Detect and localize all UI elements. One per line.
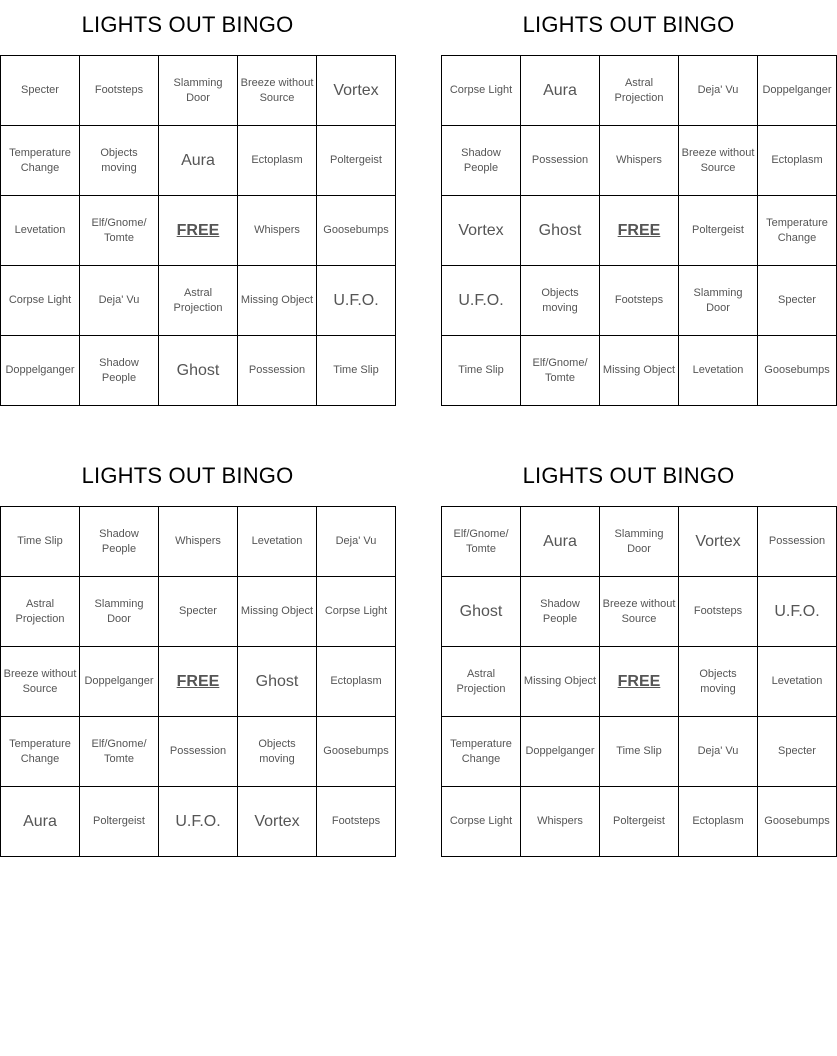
bingo-row bbox=[1, 196, 396, 266]
bingo-cell: Ghost bbox=[238, 647, 317, 717]
bingo-cell: Elf/Gnome/ Tomte bbox=[80, 717, 159, 787]
free-space-cell: FREE bbox=[159, 647, 238, 717]
bingo-cell: Specter bbox=[1, 56, 80, 126]
bingo-cell: Aura bbox=[1, 787, 80, 857]
bingo-cell: Corpse Light bbox=[442, 787, 521, 857]
bingo-cell: Breeze without Source bbox=[600, 577, 679, 647]
bingo-cell: Ghost bbox=[521, 196, 600, 266]
bingo-cell: Ectoplasm bbox=[238, 126, 317, 196]
bingo-row bbox=[1, 787, 396, 857]
bingo-cell: Elf/Gnome/ Tomte bbox=[521, 336, 600, 406]
bingo-row bbox=[442, 266, 837, 336]
bingo-cell: Possession bbox=[521, 126, 600, 196]
bingo-cell: Deja' Vu bbox=[80, 266, 159, 336]
bingo-cell: Doppelganger bbox=[758, 56, 837, 126]
bingo-cell: Poltergeist bbox=[600, 787, 679, 857]
bingo-cell: Breeze without Source bbox=[238, 56, 317, 126]
bingo-cell: Slamming Door bbox=[679, 266, 758, 336]
bingo-cell: Astral Projection bbox=[600, 56, 679, 126]
bingo-cell: Time Slip bbox=[317, 336, 396, 406]
bingo-cell: Temperature Change bbox=[758, 196, 837, 266]
bingo-grid bbox=[441, 55, 837, 406]
card-title: LIGHTS OUT BINGO bbox=[81, 12, 294, 37]
bingo-cell: Specter bbox=[758, 717, 837, 787]
bingo-cell: U.F.O. bbox=[758, 577, 837, 647]
bingo-cell: Ghost bbox=[159, 336, 238, 406]
bingo-cell: Corpse Light bbox=[442, 56, 521, 126]
bingo-cell: Footsteps bbox=[679, 577, 758, 647]
bingo-cell: U.F.O. bbox=[317, 266, 396, 336]
bingo-cell: Elf/Gnome/ Tomte bbox=[442, 507, 521, 577]
bingo-cell: Vortex bbox=[679, 507, 758, 577]
bingo-cell: Ghost bbox=[442, 577, 521, 647]
bingo-cell: Vortex bbox=[238, 787, 317, 857]
bingo-cell: Specter bbox=[758, 266, 837, 336]
bingo-cell: Footsteps bbox=[317, 787, 396, 857]
bingo-cell: Deja' Vu bbox=[679, 56, 758, 126]
bingo-row bbox=[442, 126, 837, 196]
bingo-cell: Poltergeist bbox=[80, 787, 159, 857]
bingo-cell: Goosebumps bbox=[758, 787, 837, 857]
bingo-cell: Missing Object bbox=[521, 647, 600, 717]
bingo-cell: Doppelganger bbox=[1, 336, 80, 406]
bingo-cell: Doppelganger bbox=[80, 647, 159, 717]
bingo-cell: Objects moving bbox=[679, 647, 758, 717]
bingo-cell: Vortex bbox=[442, 196, 521, 266]
bingo-cell: Missing Object bbox=[600, 336, 679, 406]
bingo-cell: Objects moving bbox=[80, 126, 159, 196]
bingo-cell: Breeze without Source bbox=[1, 647, 80, 717]
bingo-cell: Whispers bbox=[521, 787, 600, 857]
bingo-grid bbox=[441, 506, 837, 857]
bingo-row bbox=[1, 266, 396, 336]
bingo-cell: Whispers bbox=[159, 507, 238, 577]
bingo-cell: Time Slip bbox=[1, 507, 80, 577]
bingo-cell: Levetation bbox=[758, 647, 837, 717]
card-title: LIGHTS OUT BINGO bbox=[522, 12, 735, 37]
bingo-cell: Goosebumps bbox=[758, 336, 837, 406]
bingo-cell: Levetation bbox=[679, 336, 758, 406]
bingo-cell: Objects moving bbox=[521, 266, 600, 336]
bingo-cell: Time Slip bbox=[442, 336, 521, 406]
bingo-cell: Levetation bbox=[238, 507, 317, 577]
bingo-row bbox=[442, 507, 837, 577]
bingo-row bbox=[1, 507, 396, 577]
bingo-row bbox=[442, 196, 837, 266]
bingo-row bbox=[1, 56, 396, 126]
bingo-cell: Deja' Vu bbox=[679, 717, 758, 787]
bingo-cell: Slamming Door bbox=[159, 56, 238, 126]
bingo-cell: Aura bbox=[521, 507, 600, 577]
bingo-row bbox=[1, 126, 396, 196]
bingo-cell: Doppelganger bbox=[521, 717, 600, 787]
free-space-cell: FREE bbox=[600, 647, 679, 717]
bingo-row bbox=[442, 647, 837, 717]
bingo-row bbox=[442, 577, 837, 647]
bingo-cell: Temperature Change bbox=[1, 126, 80, 196]
bingo-grid bbox=[0, 55, 396, 406]
bingo-cell: Aura bbox=[521, 56, 600, 126]
bingo-row bbox=[442, 717, 837, 787]
card-title: LIGHTS OUT BINGO bbox=[81, 463, 294, 488]
bingo-cell: Whispers bbox=[600, 126, 679, 196]
bingo-cell: Possession bbox=[758, 507, 837, 577]
bingo-cell: Astral Projection bbox=[159, 266, 238, 336]
bingo-cell: Specter bbox=[159, 577, 238, 647]
bingo-cell: Possession bbox=[159, 717, 238, 787]
bingo-cell: Deja' Vu bbox=[317, 507, 396, 577]
bingo-cell: Astral Projection bbox=[442, 647, 521, 717]
bingo-cell: Elf/Gnome/ Tomte bbox=[80, 196, 159, 266]
bingo-cell: Slamming Door bbox=[600, 507, 679, 577]
bingo-cell: U.F.O. bbox=[442, 266, 521, 336]
bingo-cell: Shadow People bbox=[80, 336, 159, 406]
bingo-cell: Astral Projection bbox=[1, 577, 80, 647]
bingo-row bbox=[1, 647, 396, 717]
bingo-cell: Temperature Change bbox=[1, 717, 80, 787]
bingo-cell: Shadow People bbox=[442, 126, 521, 196]
bingo-cell: Missing Object bbox=[238, 577, 317, 647]
bingo-cell: Footsteps bbox=[600, 266, 679, 336]
bingo-cell: Levetation bbox=[1, 196, 80, 266]
bingo-cell: Slamming Door bbox=[80, 577, 159, 647]
bingo-row bbox=[1, 336, 396, 406]
bingo-row bbox=[1, 717, 396, 787]
bingo-cell: Breeze without Source bbox=[679, 126, 758, 196]
bingo-cell: Ectoplasm bbox=[758, 126, 837, 196]
bingo-cell: Goosebumps bbox=[317, 196, 396, 266]
bingo-cell: Poltergeist bbox=[317, 126, 396, 196]
bingo-cell: Corpse Light bbox=[317, 577, 396, 647]
bingo-row bbox=[1, 577, 396, 647]
free-space-cell: FREE bbox=[600, 196, 679, 266]
bingo-row bbox=[442, 787, 837, 857]
bingo-cell: Missing Object bbox=[238, 266, 317, 336]
bingo-row bbox=[442, 336, 837, 406]
bingo-cell: Shadow People bbox=[521, 577, 600, 647]
bingo-cell: U.F.O. bbox=[159, 787, 238, 857]
free-space-cell: FREE bbox=[159, 196, 238, 266]
bingo-row bbox=[442, 56, 837, 126]
bingo-cell: Whispers bbox=[238, 196, 317, 266]
bingo-cell: Poltergeist bbox=[679, 196, 758, 266]
card-title: LIGHTS OUT BINGO bbox=[522, 463, 735, 488]
bingo-cell: Time Slip bbox=[600, 717, 679, 787]
bingo-cell: Footsteps bbox=[80, 56, 159, 126]
bingo-cell: Temperature Change bbox=[442, 717, 521, 787]
bingo-cell: Ectoplasm bbox=[317, 647, 396, 717]
bingo-cell: Possession bbox=[238, 336, 317, 406]
bingo-cell: Aura bbox=[159, 126, 238, 196]
bingo-cell: Goosebumps bbox=[317, 717, 396, 787]
bingo-grid bbox=[0, 506, 396, 857]
bingo-cell: Shadow People bbox=[80, 507, 159, 577]
bingo-cell: Ectoplasm bbox=[679, 787, 758, 857]
bingo-cell: Vortex bbox=[317, 56, 396, 126]
bingo-cell: Corpse Light bbox=[1, 266, 80, 336]
bingo-cell: Objects moving bbox=[238, 717, 317, 787]
